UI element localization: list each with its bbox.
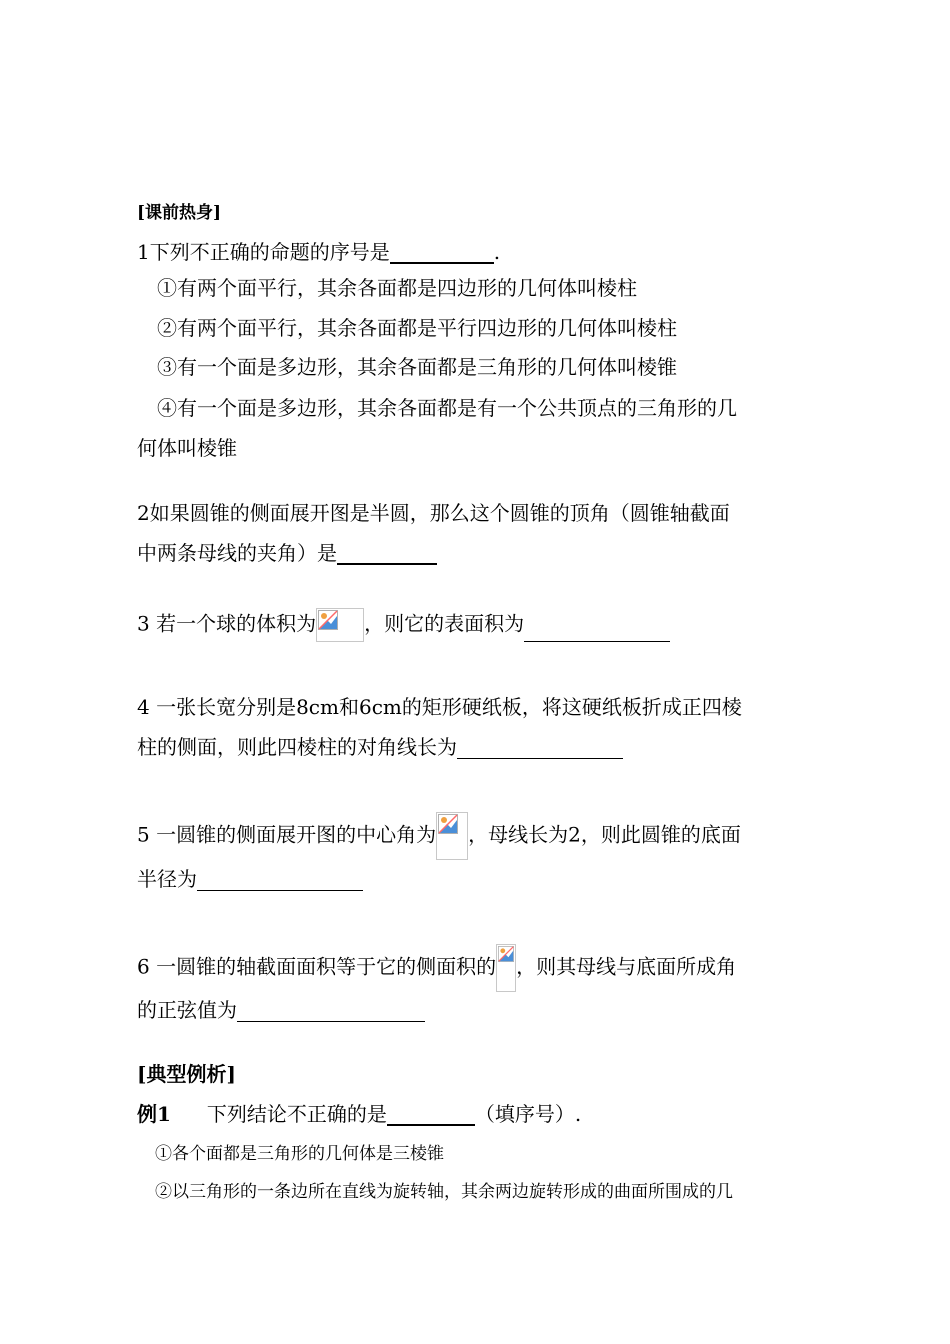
example-1-stem: 下列结论不正确的是: [206, 1102, 387, 1126]
question-5-line-1: [137, 812, 741, 860]
answer-blank-6: [237, 999, 425, 1022]
question-2-line-2: [137, 541, 437, 565]
question-6-line-1: [137, 944, 736, 992]
question-1-option-3: ③有一个面是多边形，其余各面都是三角形的几何体叫棱锥: [157, 355, 677, 379]
example-1-option-1: ①各个面都是三角形的几何体是三棱锥: [155, 1144, 444, 1164]
broken-image-icon: [438, 814, 458, 834]
answer-blank-2: [337, 541, 437, 565]
question-1-stem: 1下列不正确的命题的序号是: [137, 240, 390, 264]
section-heading-examples: [典型例析]: [137, 1062, 236, 1086]
example-1-suffix: （填序号）.: [474, 1102, 582, 1126]
broken-image-icon: [498, 946, 514, 962]
question-3-text-before: 3 若一个球的体积为: [137, 611, 317, 636]
question-6-text: 的正弦值为: [137, 998, 237, 1022]
question-3: [137, 608, 670, 642]
answer-blank-5: [197, 868, 363, 891]
question-6-line-2: [137, 998, 425, 1022]
question-3-text-after: ，则它的表面积为: [364, 611, 525, 636]
answer-blank-4: [457, 736, 623, 759]
question-4-line-1: 4 一张长宽分别是8cm和6cm的矩形硬纸板，将这硬纸板折成正四棱: [137, 695, 742, 719]
question-1-option-1: ①有两个面平行，其余各面都是四边形的几何体叫棱柱: [157, 276, 637, 300]
example-1-label: 例1: [137, 1102, 171, 1126]
example-1-answer-blank: [387, 1102, 475, 1126]
question-5-text-after: ，母线长为2，则此圆锥的底面: [468, 822, 741, 847]
question-2-line-1: 2如果圆锥的侧面展开图是半圆，那么这个圆锥的顶角（圆锥轴截面: [137, 501, 730, 525]
question-6-text-before: 6 一圆锥的轴截面面积等于它的侧面积的: [137, 954, 497, 979]
question-5-text-before: 5 一圆锥的侧面展开图的中心角为: [137, 822, 437, 847]
question-1: [137, 240, 500, 264]
formula-image-placeholder: [316, 608, 364, 642]
question-5-line-2: [137, 867, 363, 891]
question-6-text-after: ，则其母线与底面所成角: [516, 954, 737, 979]
broken-image-icon: [318, 610, 338, 630]
formula-image-placeholder: [496, 944, 516, 992]
question-1-end: .: [493, 240, 501, 264]
question-5-text: 半径为: [137, 867, 197, 891]
example-1-option-2: ②以三角形的一条边所在直线为旋转轴，其余两边旋转形成的曲面所围成的几: [155, 1182, 733, 1202]
question-4-text: 柱的侧面，则此四棱柱的对角线长为: [137, 735, 457, 759]
question-1-option-4-continuation: 何体叫棱锥: [137, 436, 237, 460]
question-4-line-2: [137, 735, 623, 759]
question-1-option-2: ②有两个面平行，其余各面都是平行四边形的几何体叫棱柱: [157, 316, 677, 340]
question-1-option-4: ④有一个面是多边形，其余各面都是有一个公共顶点的三角形的几: [157, 396, 737, 420]
section-heading-warmup: [课前热身]: [137, 203, 222, 223]
example-1: [137, 1102, 581, 1126]
formula-image-placeholder: [436, 812, 468, 860]
question-2-text: 中两条母线的夹角）是: [137, 541, 337, 565]
answer-blank-3: [524, 619, 670, 642]
answer-blank-1: [390, 240, 494, 264]
